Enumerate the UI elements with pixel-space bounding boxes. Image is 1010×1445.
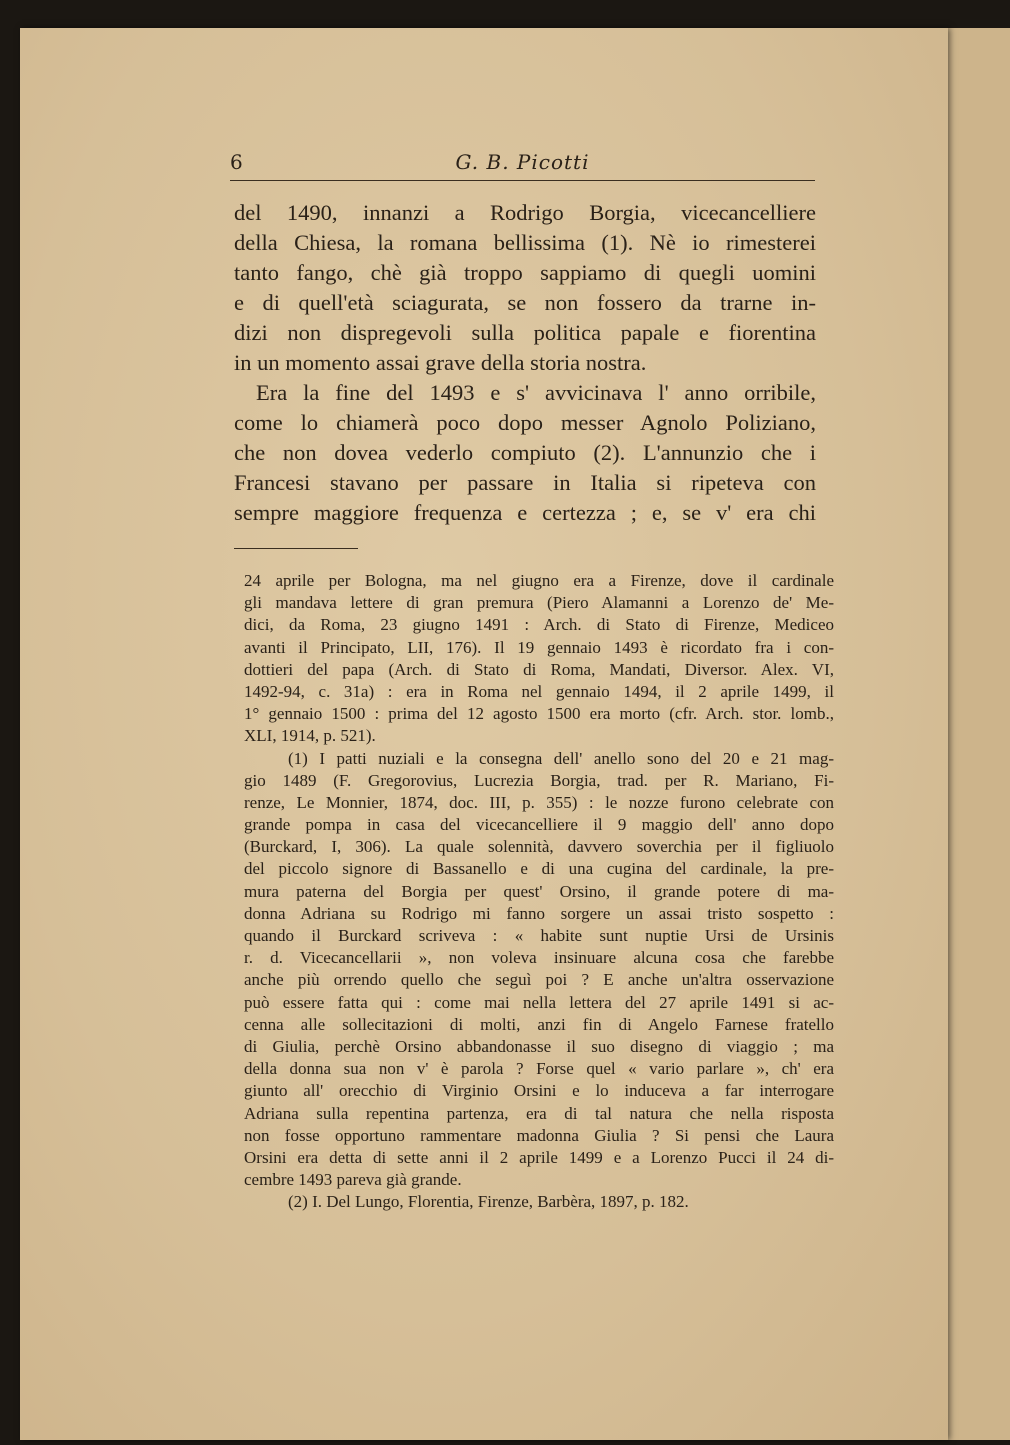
footnote-separator <box>234 548 358 549</box>
page-header <box>230 150 815 181</box>
footnote-line: XLI, 1914, p. 521). <box>244 726 376 746</box>
footnote-line: può essere fatta qui : come mai nella lettera del 27 aprile 1491 si ac- <box>244 992 834 1012</box>
footnote-line: (Burckard, I, 306). La quale solennità, davvero soverchia per il figliuolo <box>244 837 834 857</box>
footnote-line: gio 1489 (F. Gregorovius, Lucrezia Borgia, trad. per R. Mariano, Fi- <box>244 770 834 790</box>
footnote-line: quando il Burckard scriveva : « habite sunt nuptie Ursi de Ursinis <box>244 926 834 945</box>
adjacent-page-edge <box>944 28 1010 1440</box>
main-text <box>234 198 816 528</box>
footnote-line: non fosse opportuno rammentare madonna Giulia ? Si pensi che Laura <box>244 1125 834 1145</box>
footnote-line: dici, da Roma, 23 giugno 1491 : Arch. di Stato di Firenze, Mediceo <box>244 615 834 635</box>
running-head: G. B. Picotti <box>455 150 590 174</box>
footnote-line: cenna alle sollecitazioni di molti, anzi fin di Angelo Farnese fratello <box>244 1014 834 1034</box>
footnote-line: cembre 1493 pareva già grande. <box>244 1170 462 1190</box>
text-line: tanto fango, chè già troppo sappiamo di quegli uomini <box>234 260 816 285</box>
footnote-line: 1° gennaio 1500 : prima del 12 agosto 1500 era morto (cfr. Arch. stor. lomb., <box>244 704 834 724</box>
text-line: Era la fine del 1493 e s' avvicinava l' anno orribile, <box>256 380 816 405</box>
text-line: dizi non dispregevoli sulla politica papale e fiorentina <box>234 320 816 345</box>
footnotes <box>244 570 834 1213</box>
footnote-line: gli mandava lettere di gran premura (Piero Alamanni a Lorenzo de' Me- <box>244 593 834 613</box>
footnote-line: r. d. Vicecancellarii », non voleva insinuare alcuna cosa che farebbe <box>244 948 834 968</box>
text-line: come lo chiamerà poco dopo messer Agnolo Poliziano, <box>234 410 816 435</box>
text-line: del 1490, innanzi a Rodrigo Borgia, vicecancelliere <box>234 200 816 225</box>
footnote-line: della donna sua non v' è parola ? Forse quel « vario parlare », ch' era <box>244 1059 834 1079</box>
footnote-line: renze, Le Monnier, 1874, doc. III, p. 355) : le nozze furono celebrate con <box>244 792 834 812</box>
footnote-line: mura paterna del Borgia per quest' Orsino, il grande potere di ma- <box>244 881 834 901</box>
footnote-line: donna Adriana su Rodrigo mi fanno sorgere un assai tristo sospetto : <box>244 903 834 923</box>
footnote-line: anche più orrendo quello che seguì poi ? E anche un'altra osservazione <box>244 970 834 990</box>
text-line: e di quell'età sciagurata, se non fossero da trarne in- <box>234 290 816 315</box>
text-line: sempre maggiore frequenza e certezza ; e, se v' era chi <box>234 500 816 525</box>
footnote-line: dottieri del papa (Arch. di Stato di Roma, Mandati, Diversor. Alex. VI, <box>244 659 834 679</box>
footnote-line: (2) I. Del Lungo, Florentia, Firenze, Barbèra, 1897, p. 182. <box>288 1192 689 1212</box>
footnote-line: (1) I patti nuziali e la consegna dell' anello sono del 20 e 21 mag- <box>288 748 834 768</box>
text-line: della Chiesa, la romana bellissima (1). Nè io rimesterei <box>234 230 816 255</box>
footnote-line: giunto all' orecchio di Virginio Orsini e lo induceva a far interrogare <box>244 1081 834 1101</box>
footnote-line: di Giulia, perchè Orsino abbandonasse il suo disegno di viaggio ; ma <box>244 1036 834 1056</box>
footnote-line: grande pompa in casa del vicecancelliere il 9 maggio dell' anno dopo <box>244 815 834 835</box>
footnote-line: Orsini era detta di sette anni il 2 aprile 1499 e a Lorenzo Pucci il 24 di- <box>244 1147 834 1167</box>
text-line: che non dovea vederlo compiuto (2). L'annunzio che i <box>234 440 816 465</box>
text-line: Francesi stavano per passare in Italia si ripeteva con <box>234 470 816 495</box>
page-number: 6 <box>230 150 243 174</box>
footnote-line: 1492-94, c. 31a) : era in Roma nel gennaio 1494, il 2 aprile 1499, il <box>244 681 834 701</box>
footnote-line: del piccolo signore di Bassanello e di una cugina del cardinale, la pre- <box>244 859 834 879</box>
footnote-line: Adriana sulla repentina partenza, era di tal natura che nella risposta <box>244 1103 834 1123</box>
text-line: in un momento assai grave della storia nostra. <box>234 350 647 375</box>
footnote-line: 24 aprile per Bologna, ma nel giugno era a Firenze, dove il cardinale <box>244 571 834 590</box>
footnote-line: avanti il Principato, LII, 176). Il 19 gennaio 1493 è ricordato fra i con- <box>244 637 834 657</box>
